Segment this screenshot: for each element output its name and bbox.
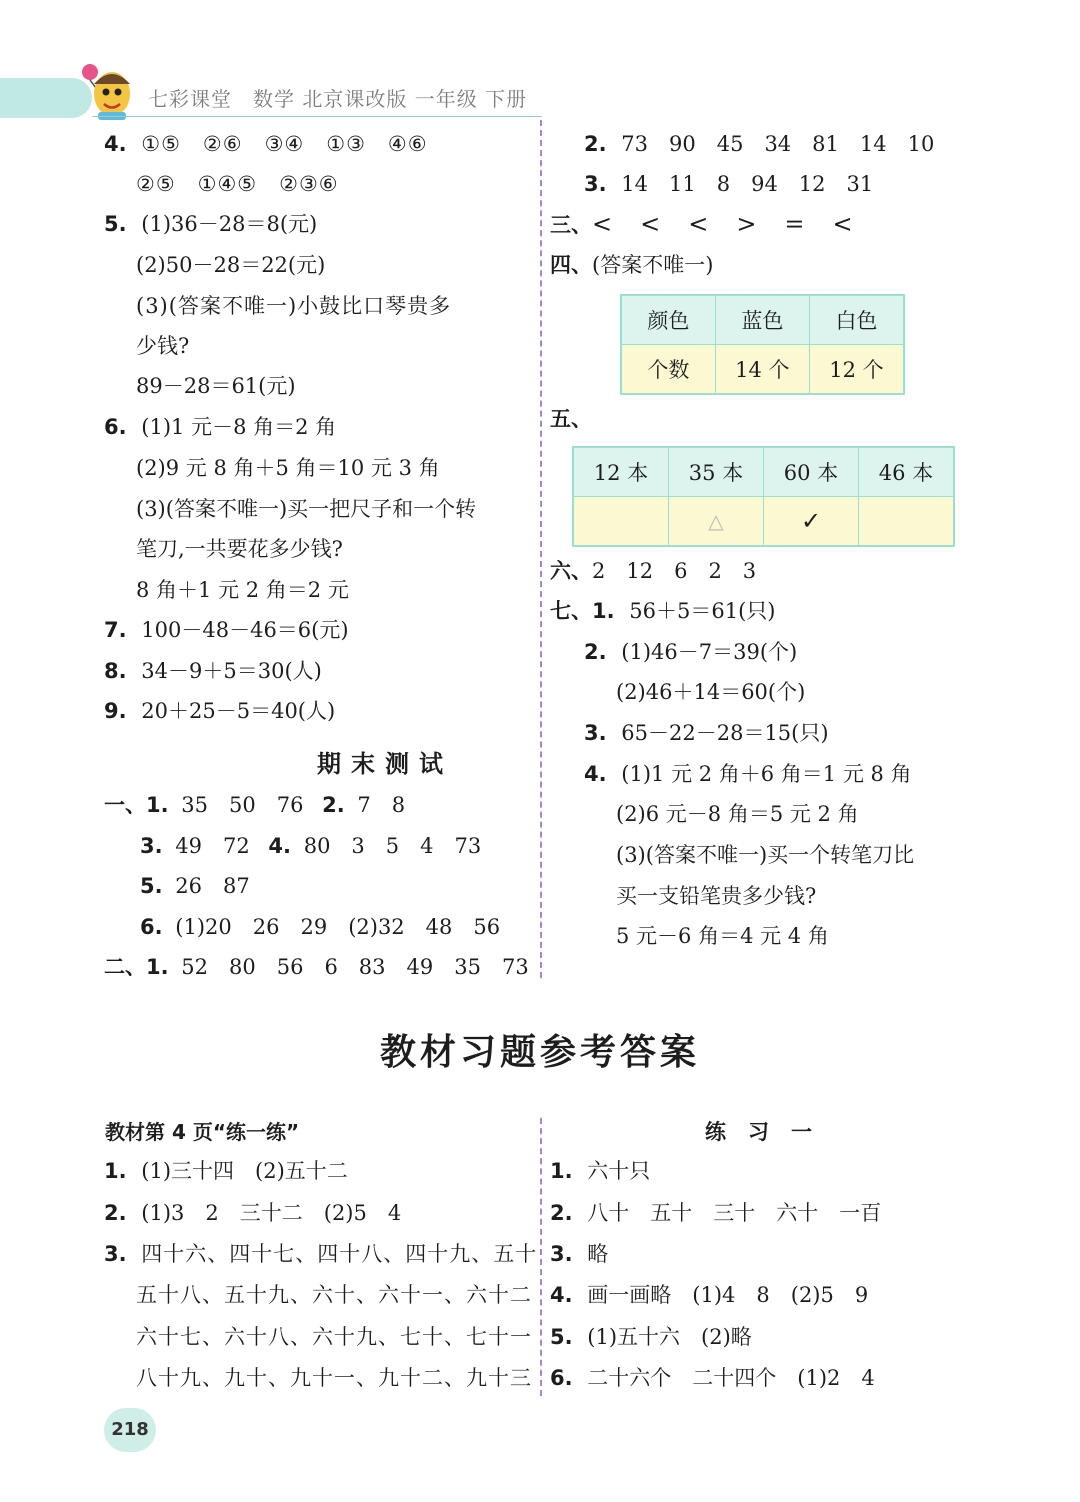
table-cell: 个数 [621, 345, 715, 395]
answer-5-line1: 5. (1)36－28＝8(元) [104, 212, 318, 236]
practice-answer-3-line2: 五十八、五十九、六十、六十一、六十二 [136, 1283, 532, 1307]
final-part5: 五、 [550, 407, 592, 431]
practice-answer-3-line4: 八十九、九十、九十一、九十二、九十三 [136, 1366, 532, 1390]
practice-answer-1: 1. (1)三十四 (2)五十二 [104, 1159, 348, 1183]
triangle-mark: △ [669, 497, 764, 547]
answer-8: 8. 34－9＋5＝30(人) [104, 659, 322, 683]
final-part2-line1: 二、1. 52 80 56 6 83 49 35 73 [104, 955, 529, 979]
header-title: 七彩课堂 数学 北京课改版 一年级 下册 [148, 87, 528, 111]
practice-answer-3-line3: 六十七、六十八、六十九、七十、七十一 [136, 1325, 532, 1349]
final-part1-line2: 3. 49 72 4. 80 3 5 4 73 [140, 834, 482, 858]
exercise-answer-5: 5. (1)五十六 (2)略 [550, 1325, 752, 1349]
exercise-answer-2: 2. 八十 五十 三十 六十 一百 [550, 1201, 882, 1225]
final-part2-q2: 2. 73 90 45 34 81 14 10 [584, 132, 935, 156]
answer-5-line3: (3)(答案不唯一)小鼓比口琴贵多 [136, 294, 452, 318]
final-part7-q3: 3. 65－22－28＝15(只) [584, 721, 829, 745]
answer-7: 7. 100－48－46＝6(元) [104, 618, 349, 642]
final-part1-line3: 5. 26 87 [140, 874, 250, 898]
cartoon-mascot-icon [74, 56, 136, 122]
final-test-heading: 期末测试 [317, 750, 453, 778]
exercise-1-heading: 练习一 [705, 1120, 834, 1144]
final-part2-q3: 3. 14 11 8 94 12 31 [584, 172, 874, 196]
answer-6-line4: 笔刀,一共要花多少钱? [136, 537, 343, 561]
final-part3: 三、< < < > = < [550, 210, 855, 238]
final-part6: 六、2 12 6 2 3 [550, 559, 757, 583]
practice-answer-3-line1: 3. 四十六、四十七、四十八、四十九、五十 [104, 1242, 538, 1266]
final-part7-q4d: 买一支铅笔贵多少钱? [616, 884, 817, 908]
final-part7-q4b: (2)6 元－8 角＝5 元 2 角 [616, 802, 859, 826]
final-part4: 四、(答案不唯一) [550, 253, 714, 277]
exercise-answer-3: 3. 略 [550, 1242, 609, 1266]
answer-5-line4: 少钱? [136, 334, 190, 358]
answer-6-line1: 6. (1)1 元－8 角＝2 角 [104, 415, 337, 439]
table-cell [573, 497, 669, 547]
exercise-answer-6: 6. 二十六个 二十四个 (1)2 4 [550, 1366, 875, 1390]
exercise-answer-1: 1. 六十只 [550, 1159, 651, 1183]
final-part7-q4a: 4. (1)1 元 2 角＋6 角＝1 元 8 角 [584, 762, 912, 786]
checkmark: ✓ [764, 497, 859, 547]
final-part1-line1: 一、1. 35 50 76 2. 7 8 [104, 793, 406, 817]
table-header-cell: 35 本 [669, 447, 764, 497]
answer-5-line2: (2)50－28＝22(元) [136, 253, 326, 277]
book-count-table [572, 446, 955, 547]
table-cell: 14 个 [715, 345, 809, 395]
final-part1-line4: 6. (1)20 26 29 (2)32 48 56 [140, 915, 501, 939]
answer-9: 9. 20＋25－5＝40(人) [104, 699, 336, 723]
color-count-table [620, 294, 905, 395]
column-divider-top [540, 120, 542, 978]
answer-6-line5: 8 角＋1 元 2 角＝2 元 [136, 578, 349, 602]
practice-answer-2: 2. (1)3 2 三十二 (2)5 4 [104, 1201, 402, 1225]
answer-5-line5: 89－28＝61(元) [136, 374, 296, 398]
final-part7-q4c: (3)(答案不唯一)买一个转笔刀比 [616, 843, 915, 867]
final-part7-q1: 七、1. 56＋5＝61(只) [550, 599, 776, 623]
final-part7-q2a: 2. (1)46－7＝39(个) [584, 640, 798, 664]
table-header-cell: 60 本 [764, 447, 859, 497]
final-part7-q4e: 5 元－6 角＝4 元 4 角 [616, 924, 829, 948]
textbook-answers-heading: 教材习题参考答案 [379, 1032, 700, 1073]
column-divider-bottom [540, 1118, 542, 1396]
table-header-cell: 46 本 [859, 447, 955, 497]
final-part7-q2b: (2)46＋14＝60(个) [616, 680, 806, 704]
answer-6-line3: (3)(答案不唯一)买一把尺子和一个转 [136, 497, 477, 521]
table-header-cell: 12 本 [573, 447, 669, 497]
table-header-cell: 白色 [809, 295, 904, 345]
table-cell [859, 497, 955, 547]
table-header-cell: 蓝色 [715, 295, 809, 345]
table-header-cell: 颜色 [621, 295, 715, 345]
answer-4-line1: 4. ①⑤ ②⑥ ③④ ①③ ④⑥ [104, 132, 428, 156]
answer-4-line2: ②⑤ ①④⑤ ②③⑥ [136, 172, 339, 196]
practice-p4-heading: 教材第 4 页“练一练” [105, 1120, 300, 1144]
header-rule [92, 116, 542, 117]
table-cell: 12 个 [809, 345, 904, 395]
answer-6-line2: (2)9 元 8 角＋5 角＝10 元 3 角 [136, 456, 440, 480]
page-number: 218 [104, 1408, 156, 1452]
exercise-answer-4: 4. 画一画略 (1)4 8 (2)5 9 [550, 1283, 869, 1307]
